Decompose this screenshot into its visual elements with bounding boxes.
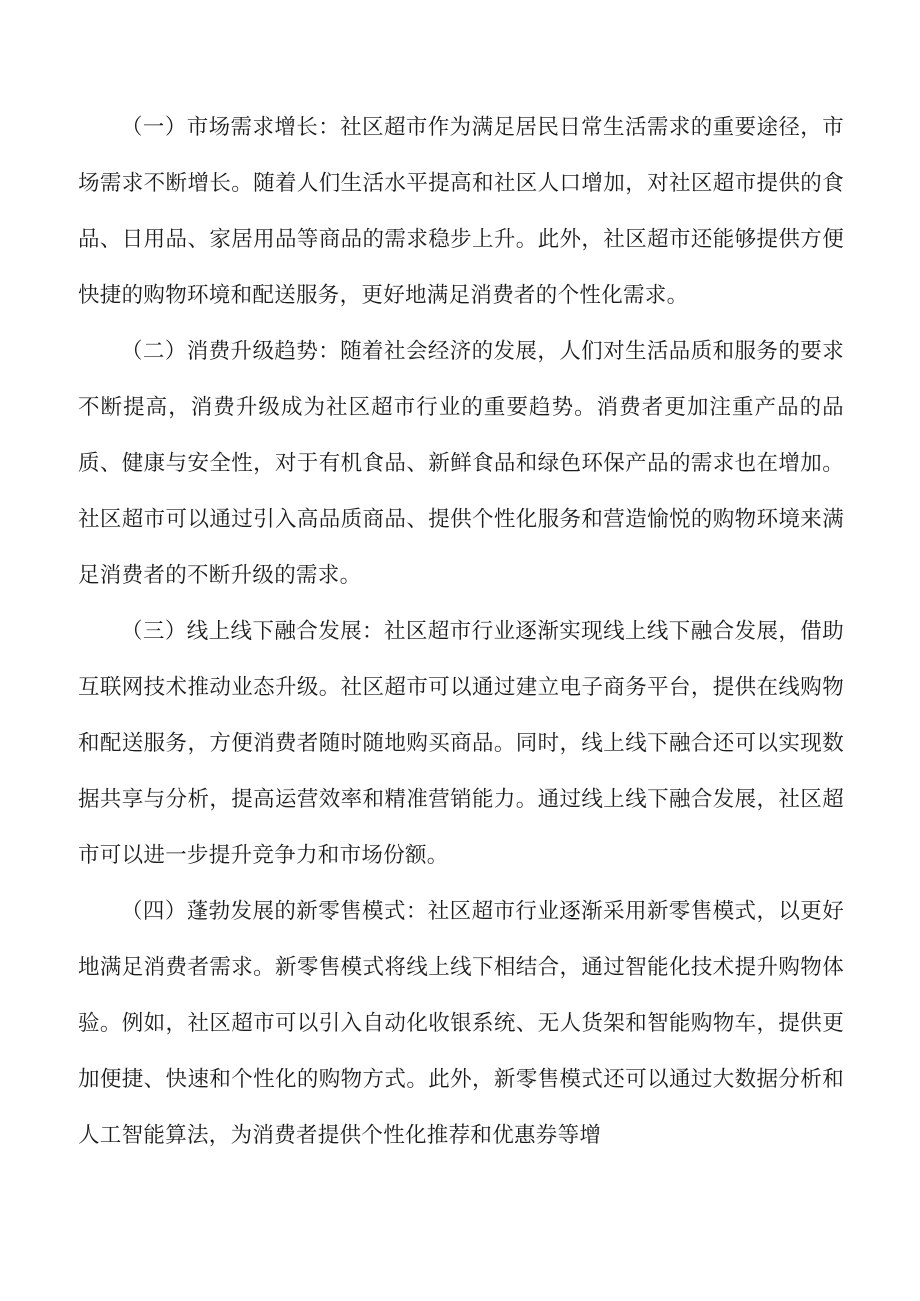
paragraph-market-demand: （一）市场需求增长：社区超市作为满足居民日常生活需求的重要途径，市场需求不断增长。随着人们生活水平提高和社区人口增加，对社区超市提供的食品、日用品、家居用品等商品的需求稳步上升。此外，社区超市还能够提供方便快捷的购物环境和配送服务，更好地满足消费者的个性化需求。	[78, 115, 844, 308]
paragraph-new-retail-model: （四）蓬勃发展的新零售模式：社区超市行业逐渐采用新零售模式，以更好地满足消费者需求。新零售模式将线上线下相结合，通过智能化技术提升购物体验。例如，社区超市可以引入自动化收银系统、无人货架和智能购物车，提供更加便捷、快速和个性化的购物方式。此外，新零售模式还可以通过大数据分析和人工智能算法，为消费者提供个性化推荐和优惠券等增	[78, 899, 844, 1148]
paragraph-consumption-upgrade: （二）消费升级趋势：随着社会经济的发展，人们对生活品质和服务的要求不断提高，消费升级成为社区超市行业的重要趋势。消费者更加注重产品的品质、健康与安全性，对于有机食品、新鲜食品和绿色环保产品的需求也在增加。社区超市可以通过引入高品质商品、提供个性化服务和营造愉悦的购物环境来满足消费者的不断升级的需求。	[78, 339, 844, 588]
document-body	[78, 100, 844, 1164]
paragraph-online-offline-integration: （三）线上线下融合发展：社区超市行业逐渐实现线上线下融合发展，借助互联网技术推动业态升级。社区超市可以通过建立电子商务平台，提供在线购物和配送服务，方便消费者随时随地购买商品。同时，线上线下融合还可以实现数据共享与分析，提高运营效率和精准营销能力。通过线上线下融合发展，社区超市可以进一步提升竞争力和市场份额。	[78, 619, 844, 868]
